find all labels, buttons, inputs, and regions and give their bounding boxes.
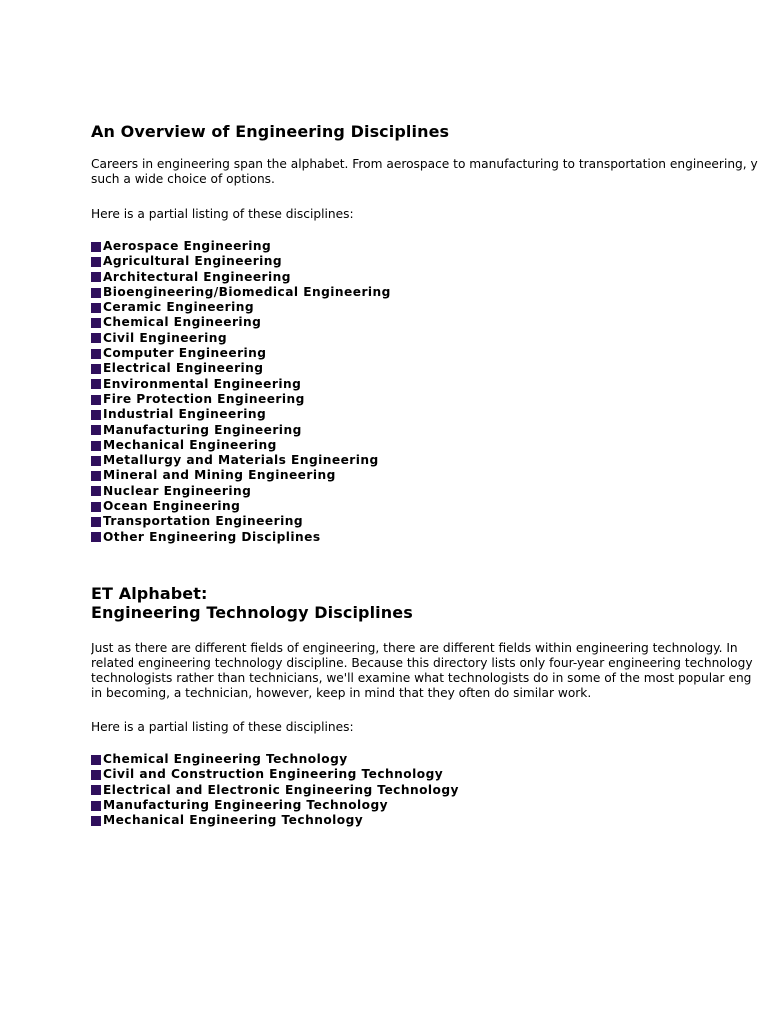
discipline-list-item bbox=[91, 346, 391, 361]
discipline-label: Ceramic Engineering bbox=[103, 300, 255, 315]
discipline-list-item bbox=[91, 752, 459, 767]
square-bullet-icon bbox=[91, 816, 101, 826]
discipline-label: Manufacturing Engineering bbox=[103, 422, 302, 437]
discipline-label: Transportation Engineering bbox=[103, 514, 303, 529]
square-bullet-icon bbox=[91, 471, 101, 481]
discipline-label: Aerospace Engineering bbox=[103, 239, 272, 253]
list-lead-text: Here is a partial listing of these disciplines: bbox=[91, 207, 354, 221]
square-bullet-icon bbox=[91, 486, 101, 496]
discipline-label: Civil and Construction Engineering Technology bbox=[103, 767, 444, 782]
discipline-list-item bbox=[91, 254, 391, 269]
square-bullet-icon bbox=[91, 242, 101, 252]
discipline-list-item bbox=[91, 767, 459, 782]
section-title-et-alphabet bbox=[91, 584, 413, 622]
engineering-disciplines-list bbox=[91, 239, 391, 545]
square-bullet-icon bbox=[91, 303, 101, 313]
square-bullet-icon bbox=[91, 410, 101, 420]
discipline-label: Manufacturing Engineering Technology bbox=[103, 797, 389, 812]
square-bullet-icon bbox=[91, 801, 101, 811]
document-page bbox=[91, 0, 768, 1024]
discipline-list-item bbox=[91, 468, 391, 483]
square-bullet-icon bbox=[91, 532, 101, 542]
square-bullet-icon bbox=[91, 785, 101, 795]
discipline-list-item bbox=[91, 530, 391, 545]
section-title-overview: An Overview of Engineering Disciplines bbox=[91, 122, 450, 141]
square-bullet-icon bbox=[91, 272, 101, 282]
intro-line: such a wide choice of options. bbox=[91, 172, 275, 186]
discipline-list-item bbox=[91, 239, 391, 254]
discipline-list-item bbox=[91, 315, 391, 330]
discipline-list-item bbox=[91, 285, 391, 300]
intro-line: technologists rather than technicians, we'll examine what technologists do in some of the most popular eng bbox=[91, 671, 752, 685]
square-bullet-icon bbox=[91, 257, 101, 267]
intro-line: Just as there are different fields of engineering, there are different fields within engineering technology. In bbox=[91, 641, 738, 655]
section-title-line: Engineering Technology Disciplines bbox=[91, 603, 413, 622]
discipline-list-item bbox=[91, 377, 391, 392]
discipline-list-item bbox=[91, 300, 391, 315]
discipline-list-item bbox=[91, 361, 391, 376]
intro-paragraph-et bbox=[91, 641, 753, 701]
list-lead-text: Here is a partial listing of these disciplines: bbox=[91, 720, 354, 734]
discipline-list-item bbox=[91, 514, 391, 529]
discipline-list-item bbox=[91, 813, 459, 828]
discipline-label: Mineral and Mining Engineering bbox=[103, 468, 336, 483]
intro-paragraph-overview bbox=[91, 157, 758, 187]
discipline-label: Fire Protection Engineering bbox=[103, 391, 305, 406]
discipline-label: Mechanical Engineering Technology bbox=[103, 813, 364, 828]
square-bullet-icon bbox=[91, 288, 101, 298]
discipline-label: Agricultural Engineering bbox=[103, 254, 283, 269]
intro-line: related engineering technology discipline. Because this directory lists only four-year engineering technology bbox=[91, 656, 753, 670]
square-bullet-icon bbox=[91, 441, 101, 451]
discipline-label: Chemical Engineering bbox=[103, 315, 262, 330]
discipline-list-item bbox=[91, 783, 459, 798]
discipline-label: Nuclear Engineering bbox=[103, 483, 252, 498]
discipline-label: Bioengineering/Biomedical Engineering bbox=[103, 284, 391, 299]
square-bullet-icon bbox=[91, 318, 101, 328]
discipline-label: Other Engineering Disciplines bbox=[103, 529, 321, 544]
discipline-list-item bbox=[91, 407, 391, 422]
square-bullet-icon bbox=[91, 379, 101, 389]
discipline-label: Mechanical Engineering bbox=[103, 437, 277, 452]
discipline-list-item bbox=[91, 392, 391, 407]
discipline-label: Electrical and Electronic Engineering Technology bbox=[103, 782, 459, 797]
discipline-list-item bbox=[91, 798, 459, 813]
discipline-label: Industrial Engineering bbox=[103, 407, 267, 422]
square-bullet-icon bbox=[91, 517, 101, 527]
discipline-label: Metallurgy and Materials Engineering bbox=[103, 453, 379, 468]
et-disciplines-list bbox=[91, 752, 459, 828]
discipline-list-item bbox=[91, 484, 391, 499]
discipline-label: Civil Engineering bbox=[103, 330, 228, 345]
discipline-label: Ocean Engineering bbox=[103, 499, 241, 514]
intro-line: Careers in engineering span the alphabet. From aerospace to manufacturing to transportation engineering, y bbox=[91, 157, 758, 171]
square-bullet-icon bbox=[91, 395, 101, 405]
discipline-label: Architectural Engineering bbox=[103, 269, 291, 284]
square-bullet-icon bbox=[91, 349, 101, 359]
square-bullet-icon bbox=[91, 333, 101, 343]
square-bullet-icon bbox=[91, 755, 101, 765]
discipline-list-item bbox=[91, 453, 391, 468]
discipline-list-item bbox=[91, 499, 391, 514]
square-bullet-icon bbox=[91, 425, 101, 435]
discipline-label: Electrical Engineering bbox=[103, 361, 264, 376]
discipline-label: Environmental Engineering bbox=[103, 376, 302, 391]
square-bullet-icon bbox=[91, 770, 101, 780]
discipline-label: Chemical Engineering Technology bbox=[103, 752, 348, 766]
square-bullet-icon bbox=[91, 456, 101, 466]
intro-line: in becoming, a technician, however, keep in mind that they often do similar work. bbox=[91, 686, 592, 700]
discipline-label: Computer Engineering bbox=[103, 346, 267, 361]
square-bullet-icon bbox=[91, 364, 101, 374]
discipline-list-item bbox=[91, 270, 391, 285]
section-title-line: ET Alphabet: bbox=[91, 584, 208, 603]
discipline-list-item bbox=[91, 331, 391, 346]
discipline-list-item bbox=[91, 438, 391, 453]
discipline-list-item bbox=[91, 423, 391, 438]
square-bullet-icon bbox=[91, 502, 101, 512]
